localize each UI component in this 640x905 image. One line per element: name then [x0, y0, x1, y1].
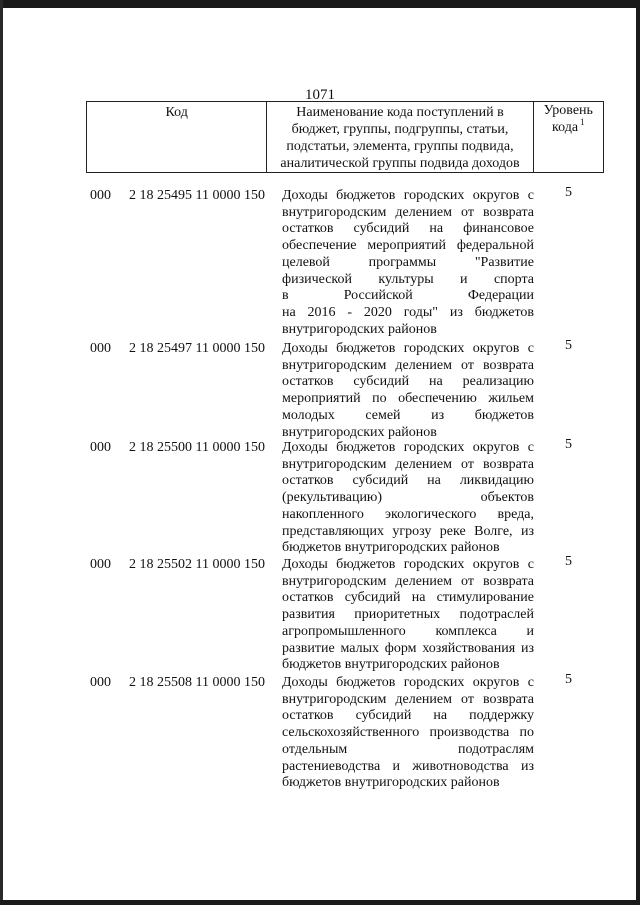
row-description-line: обеспечение мероприятий федеральной [282, 238, 534, 254]
page-number: 1071 [305, 87, 335, 103]
row-description-line: представляющих угрозу реке Волге, из [282, 523, 534, 539]
row-description-line: агропромышленного комплекса и [282, 623, 534, 639]
row-description-line: развития приоритетных подотраслей [282, 607, 534, 623]
row-description [282, 188, 534, 338]
header-code-label: Код [165, 105, 188, 120]
row-description-line: накопленного экологического вреда, [282, 506, 534, 522]
row-prefix: 000 [90, 675, 111, 690]
row-description [282, 557, 534, 674]
row-description [282, 440, 534, 557]
row-description-line: бюджетов внутригородских районов [282, 540, 500, 556]
row-description-line: Доходы бюджетов городских округов с [282, 557, 534, 572]
row-prefix: 000 [90, 557, 111, 572]
row-prefix: 000 [90, 188, 111, 203]
row-description-line: бюджетов внутригородских районов [282, 775, 500, 791]
row-description-line: бюджетов внутригородских районов [282, 657, 500, 673]
row-description-line: остатков субсидий на реализацию [282, 374, 534, 390]
header-level-line: Уровень [543, 103, 593, 118]
row-description-line: остатков субсидий на ликвидацию [282, 473, 534, 489]
scan-border-top [0, 0, 640, 8]
row-description-line: внутригородским делением от возврата [282, 573, 534, 589]
row-description-line: внутригородским делением от возврата [282, 691, 534, 707]
header-level-cell [533, 102, 603, 173]
row-level: 5 [565, 185, 572, 200]
row-description-line: остатков субсидий на стимулирование [282, 590, 534, 606]
row-description-line: внутригородским делением от возврата [282, 204, 534, 220]
scan-border-bottom [0, 900, 640, 905]
row-description-line: (рекультивацию) объектов [282, 490, 534, 506]
row-description-line: Доходы бюджетов городских округов с [282, 440, 534, 455]
header-name-line: Наименование кода поступлений в [296, 105, 504, 120]
row-description-line: физической культуры и спорта [282, 271, 534, 287]
row-description [282, 675, 534, 792]
row-code: 2 18 25502 11 0000 150 [129, 557, 265, 572]
row-description-line: остатков субсидий на поддержку [282, 708, 534, 724]
row-code: 2 18 25497 11 0000 150 [129, 341, 265, 356]
row-description-line: внутригородским делением от возврата [282, 456, 534, 472]
header-code-cell [87, 102, 267, 173]
table-header [86, 101, 604, 173]
row-level: 5 [565, 338, 572, 353]
row-level: 5 [565, 672, 572, 687]
row-description-line: Доходы бюджетов городских округов с [282, 188, 534, 203]
header-name-line: бюджет, группы, подгруппы, статьи, [291, 122, 509, 137]
row-code: 2 18 25500 11 0000 150 [129, 440, 265, 455]
row-level: 5 [565, 437, 572, 452]
row-prefix: 000 [90, 341, 111, 356]
header-level-line: кода [552, 120, 579, 135]
header-name-line: подстатьи, элемента, группы подвида, [286, 139, 514, 154]
row-level: 5 [565, 554, 572, 569]
row-prefix: 000 [90, 440, 111, 455]
row-description-line: внутригородских районов [282, 321, 437, 337]
scan-border-right [636, 0, 640, 905]
header-name-cell [267, 102, 533, 173]
row-description-line: внутригородских районов [282, 424, 437, 440]
row-description-line: внутригородским делением от возврата [282, 357, 534, 373]
row-description-line: Доходы бюджетов городских округов с [282, 341, 534, 356]
scan-border-left [0, 0, 3, 905]
row-description-line: молодых семей из бюджетов [282, 407, 534, 423]
row-description-line: на 2016 - 2020 годы" из бюджетов [282, 304, 534, 320]
header-name-line: аналитической группы подвида доходов [280, 156, 520, 171]
row-description-line: растениеводства и животноводства из [282, 758, 534, 774]
row-description-line: Доходы бюджетов городских округов с [282, 675, 534, 690]
footnote-marker: 1 [580, 117, 585, 128]
row-code: 2 18 25495 11 0000 150 [129, 188, 265, 203]
row-description-line: остатков субсидий на финансовое [282, 221, 534, 237]
row-description-line: мероприятий по обеспечению жильем [282, 391, 534, 407]
row-description-line: развитие малых форм хозяйствования из [282, 640, 534, 656]
row-code: 2 18 25508 11 0000 150 [129, 675, 265, 690]
row-description-line: в Российской Федерации [282, 288, 534, 304]
row-description-line: отдельным подотраслям [282, 741, 534, 757]
row-description [282, 341, 534, 441]
row-description-line: сельскохозяйственного производства по [282, 725, 534, 741]
row-description-line: целевой программы "Развитие [282, 254, 534, 270]
